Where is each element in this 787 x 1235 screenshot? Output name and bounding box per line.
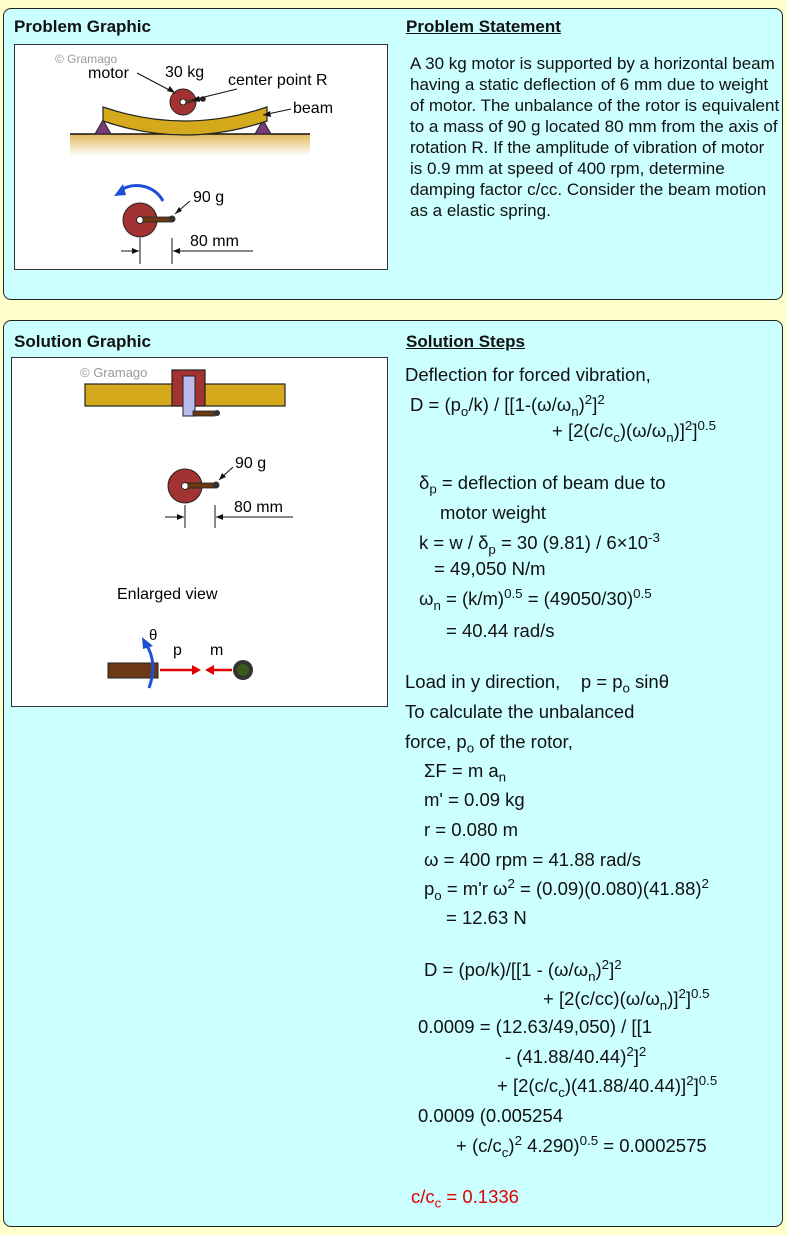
step-line: $D = (po/k)/[[1 - (\omega/\omega_n)^2]^2$ (424, 957, 622, 984)
final-answer: $c/c_c = 0.1336$ (411, 1186, 519, 1211)
step-line: $p_o = m'r$ $\omega^2 = (0.09)(0.080)(41.88)^2$ (424, 876, 709, 903)
step-line: Load in y direction, $p = p_o$ sinθ (405, 671, 669, 696)
step-line: + $[2(c/c_c)(41.88/40.44)]^2]^{0.5}$ (497, 1073, 718, 1100)
step-line: To calculate the unbalanced (405, 701, 635, 722)
step-line: force, $p_o$ of the rotor, (405, 731, 573, 756)
solution-graphic-title: Solution Graphic (14, 332, 151, 351)
step-line: - $(41.88/40.44)^2]^2$ (505, 1044, 647, 1068)
step-line: = 12.63 N (446, 907, 527, 928)
step-line: motor weight (440, 502, 546, 523)
label-distance: 80 mm (190, 233, 239, 250)
step-line: ΣF = m $a_n$ (424, 760, 507, 785)
problem-diagram (15, 45, 387, 269)
step-line: $k = w / \delta_p = 30$ $(9.81) / 6\times 10^{-3}$ (419, 530, 660, 557)
problem-statement-title: Problem Statement (406, 17, 561, 36)
problem-statement-text: A 30 kg motor is supported by a horizontal beam having a static deflection of 6 mm due to weight of motor. The unbalance of the rotor is equivalent to a mass of 90 g located 80 mm from the axis of rotation R. If the amplitude of vibration of motor is 0.9 mm at speed of 400 rpm, determine damping factor c/cc. Consider the beam motion as a elastic spring. (410, 54, 780, 220)
label-center: center point R (228, 72, 328, 89)
step-line: 0.0009 (0.005254 (418, 1105, 564, 1126)
step-line: + $(c/c_c)^2$ 4.290)$^{0.5}$ = 0.0002575 (456, 1133, 707, 1160)
problem-graphic (14, 44, 388, 270)
sol-label-distance: 80 mm (234, 499, 283, 516)
solution-steps-title: Solution Steps (406, 332, 525, 351)
problem-panel (3, 8, 783, 300)
label-beam: beam (293, 100, 334, 117)
solution-diagram (12, 358, 387, 706)
step-line: Deflection for forced vibration, (405, 364, 651, 385)
step-line: $\omega_n = (k/m)^{0.5} = (49050/30)^{0.5}$ (419, 586, 652, 613)
step-line: $D = (p_o/k) / [[1-(\omega/\omega_n)^2]^2$ (410, 392, 605, 419)
step-line: m' = 0.09 kg (424, 789, 525, 810)
label-enlarged-view: Enlarged view (117, 586, 218, 603)
step-line: = 49,050 N/m (434, 558, 546, 579)
label-mass: 30 kg (165, 64, 205, 81)
step-line: + $[2(c/cc)(\omega/\omega_n)]^2]^{0.5}$ (543, 986, 710, 1013)
label-unbalance: 90 g (193, 189, 225, 206)
label-m: m (210, 642, 224, 659)
solution-copyright: © Gramago (80, 365, 148, 380)
label-theta: θ (149, 627, 158, 644)
label-p: p (173, 642, 182, 659)
step-line: = 40.44 rad/s (446, 620, 555, 641)
solution-graphic (11, 357, 388, 707)
step-line: ω = 400 rpm = 41.88 rad/s (424, 849, 642, 870)
sol-label-mass: 90 g (235, 455, 267, 472)
step-line: + $[2(c/c_c)(\omega/\omega_n)]^2]^{0.5}$ (552, 418, 716, 445)
problem-graphic-title: Problem Graphic (14, 17, 151, 36)
step-line: r = 0.080 m (424, 819, 519, 840)
label-motor: motor (88, 65, 129, 82)
problem-copyright: © Gramago (55, 52, 118, 66)
step-line: $\delta_p$ = deflection of beam due to (419, 472, 666, 497)
step-line: 0.0009 = (12.63/49,050) / [[1 (418, 1016, 652, 1037)
